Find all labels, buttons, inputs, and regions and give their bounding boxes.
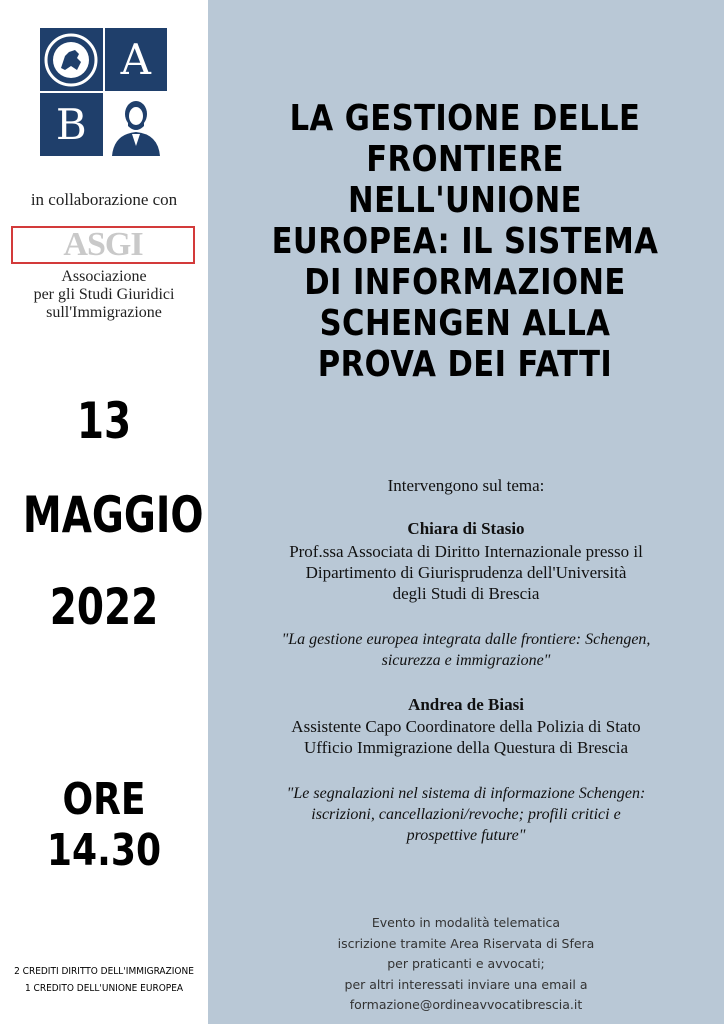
contact-email[interactable]: formazione@ordineavvocatibrescia.it xyxy=(349,997,583,1012)
title-line: NELL'UNIONE xyxy=(348,180,582,221)
asgi-logo xyxy=(11,226,195,264)
speaker2-role xyxy=(228,716,704,758)
role-line: Ufficio Immigrazione della Questura di Brescia xyxy=(304,738,628,757)
talk-line: iscrizioni, cancellazioni/revoche; profili critici e xyxy=(311,806,621,823)
talk-line: sicurezza e immigrazione" xyxy=(381,652,551,669)
event-time: ORE 14.30 xyxy=(46,774,162,876)
speaker2-name: Andrea de Biasi xyxy=(408,695,524,714)
title-line: SCHENGEN ALLA xyxy=(319,303,611,344)
footer-line: per praticanti e avvocati; xyxy=(387,956,545,971)
talk-line: "La gestione europea integrata dalle frontiere: Schengen, xyxy=(281,631,651,648)
credit-line: 1 CREDITO DELL'UNIONE EUROPEA xyxy=(24,983,184,994)
speaker1-talk xyxy=(228,629,704,671)
event-title xyxy=(230,98,700,385)
bar-association-logo xyxy=(40,28,167,156)
role-line: Assistente Capo Coordinatore della Polizia di Stato xyxy=(291,717,641,736)
registration-info xyxy=(300,913,632,1016)
speaker1-role xyxy=(228,541,704,604)
credits-info xyxy=(0,963,208,997)
footer-line: iscrizione tramite Area Riservata di Sfera xyxy=(337,935,595,951)
talk-line: prospettive future" xyxy=(406,827,526,844)
event-day: 13 xyxy=(76,392,132,450)
role-line: Dipartimento di Giurisprudenza dell'Università xyxy=(305,563,627,582)
asgi-desc-line: per gli Studi Giuridici xyxy=(33,286,175,303)
role-line: degli Studi di Brescia xyxy=(392,584,540,603)
lion-crest-icon xyxy=(40,28,103,91)
role-line: Prof.ssa Associata di Diritto Internazionale presso il xyxy=(289,542,643,561)
event-year: 2022 xyxy=(49,578,159,636)
asgi-desc-line: Associazione xyxy=(61,268,147,285)
logo-letter-a: A xyxy=(105,28,168,91)
portrait-icon xyxy=(105,93,168,156)
footer-line: Evento in modalità telematica xyxy=(371,915,561,930)
asgi-description xyxy=(0,268,208,322)
speaker2-talk xyxy=(228,783,704,846)
asgi-desc-line: sull'Immigrazione xyxy=(46,304,162,321)
speakers-intro: Intervengono sul tema: xyxy=(387,476,545,495)
talk-line: "Le segnalazioni nel sistema di informazione Schengen: xyxy=(286,785,646,802)
asgi-logo-word: ASGI xyxy=(63,226,143,263)
title-line: DI INFORMAZIONE xyxy=(304,262,626,303)
collaboration-label: in collaborazione con xyxy=(30,190,178,209)
footer-line: per altri interessati inviare una email a xyxy=(344,976,588,992)
title-line: EUROPEA: IL SISTEMA xyxy=(271,221,659,262)
logo-letter-b: B xyxy=(40,93,103,156)
speaker1-name: Chiara di Stasio xyxy=(407,519,525,538)
title-line: FRONTIERE xyxy=(366,139,564,180)
title-line: LA GESTIONE DELLE xyxy=(289,98,641,139)
event-month: MAGGIO xyxy=(22,486,204,544)
credit-line: 2 CREDITI DIRITTO DELL'IMMIGRAZIONE xyxy=(14,966,194,977)
title-line: PROVA DEI FATTI xyxy=(317,344,613,385)
